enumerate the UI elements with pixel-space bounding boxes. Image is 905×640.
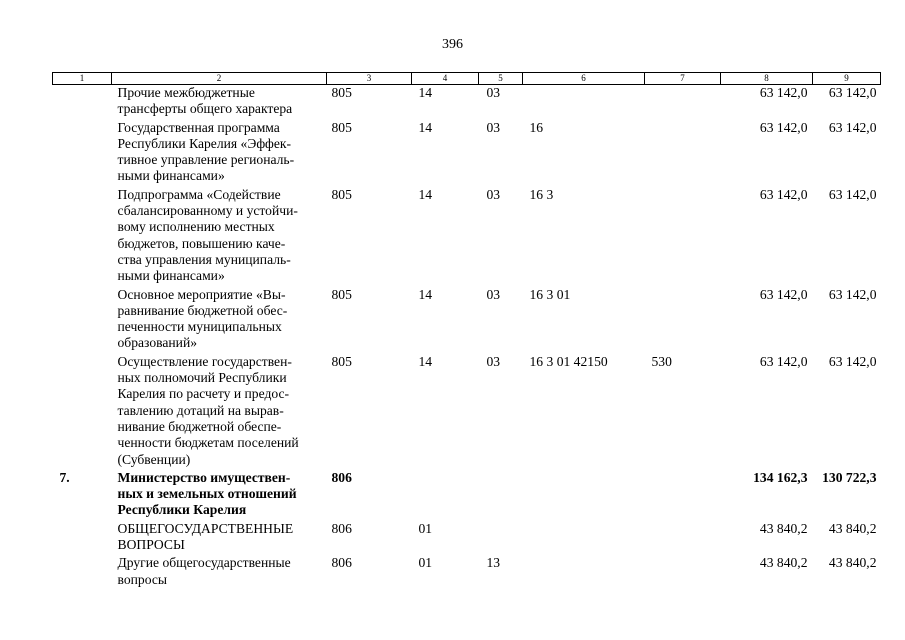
amount-year-2: 63 142,0: [828, 286, 877, 302]
target-article-code: [523, 470, 645, 521]
row-number: [53, 555, 112, 590]
item-name-line: тивное управление региональ-: [117, 152, 295, 168]
target-article-code: 16: [529, 119, 544, 135]
amount-year-1: 43 840,2: [759, 520, 808, 536]
subsection-code: 03: [486, 85, 501, 100]
column-header: 3: [327, 73, 412, 85]
section-code: 14: [418, 186, 433, 202]
section-code: [412, 470, 479, 521]
item-name-line: ОБЩЕГОСУДАРСТВЕННЫЕ: [117, 520, 294, 536]
item-name-line: ВОПРОСЫ: [117, 537, 185, 553]
target-article-code: 16 3 01: [529, 286, 571, 302]
amount-year-2: 63 142,0: [828, 186, 877, 202]
ministry-code: 805: [331, 119, 352, 135]
column-header: 6: [523, 73, 645, 85]
expense-type-code: [645, 287, 721, 354]
amount-year-1: 134 162,3: [753, 469, 808, 485]
row-number: [53, 187, 112, 287]
amount-year-2: 63 142,0: [828, 353, 877, 369]
item-name-line: нивание бюджетной обеспе-: [117, 418, 282, 434]
section-code: 01: [418, 520, 433, 536]
row-number: 7.: [59, 469, 70, 485]
expense-type-code: [645, 555, 721, 590]
ministry-code: 806: [331, 555, 352, 571]
row-number: [53, 120, 112, 187]
item-name-line: ства управления муниципаль-: [117, 251, 291, 267]
item-name-line: трансферты общего характера: [117, 101, 293, 117]
column-header: 7: [645, 73, 721, 85]
item-name: [112, 354, 327, 470]
target-article-code: [523, 85, 645, 120]
ministry-code: 805: [331, 186, 352, 202]
amount-year-2: 130 722,3: [822, 469, 877, 485]
subsection-code: [479, 470, 523, 521]
amount-year-1: 63 142,0: [759, 186, 808, 202]
table-row: [53, 354, 881, 470]
item-name: [112, 521, 327, 556]
amount-year-1: 63 142,0: [759, 85, 808, 100]
table-row: [53, 187, 881, 287]
table-body: [53, 85, 881, 590]
ministry-code: 805: [331, 85, 352, 100]
column-header: 8: [721, 73, 813, 85]
column-header: 5: [479, 73, 523, 85]
amount-year-2: 43 840,2: [828, 555, 877, 571]
subsection-code: 03: [486, 353, 501, 369]
row-number: [53, 354, 112, 470]
expense-type-code: 530: [651, 353, 672, 369]
item-name-line: (Субвенции): [117, 451, 191, 467]
amount-year-1: 63 142,0: [759, 286, 808, 302]
row-number: [53, 521, 112, 556]
item-name-line: печенности муниципальных: [117, 319, 282, 335]
expense-type-code: [645, 85, 721, 120]
item-name-line: Министерство имуществен-: [117, 469, 291, 485]
table-row: [53, 555, 881, 590]
expense-type-code: [645, 470, 721, 521]
table-row: [53, 470, 881, 521]
item-name-line: образований»: [117, 335, 198, 351]
section-code: 14: [418, 119, 433, 135]
item-name: [112, 555, 327, 590]
amount-year-1: 43 840,2: [759, 555, 808, 571]
item-name-line: равнивание бюджетной обес-: [117, 302, 288, 318]
section-code: 14: [418, 85, 433, 100]
item-name-line: Осуществление государствен-: [117, 353, 292, 369]
expense-type-code: [645, 521, 721, 556]
item-name-line: ных и земельных отношений: [117, 486, 297, 502]
item-name-line: Подпрограмма «Содействие: [117, 186, 281, 202]
subsection-code: 03: [486, 186, 501, 202]
target-article-code: 16 3 01 42150: [529, 353, 608, 369]
amount-year-2: 63 142,0: [828, 85, 877, 100]
section-code: 01: [418, 555, 433, 571]
item-name-line: Республики Карелия: [117, 502, 247, 518]
subsection-code: 03: [486, 286, 501, 302]
ministry-code: 805: [331, 353, 352, 369]
item-name-line: Карелия по расчету и предос-: [117, 386, 290, 402]
target-article-code: [523, 521, 645, 556]
table-row: [53, 120, 881, 187]
column-header: 4: [412, 73, 479, 85]
item-name-line: ченности бюджетам поселений: [117, 435, 299, 451]
column-header: 1: [53, 73, 112, 85]
budget-table: [52, 72, 881, 590]
ministry-code: 805: [331, 286, 352, 302]
item-name: [112, 120, 327, 187]
amount-year-2: 43 840,2: [828, 520, 877, 536]
item-name-line: ных полномочий Республики: [117, 370, 287, 386]
section-code: 14: [418, 353, 433, 369]
row-number: [53, 287, 112, 354]
table-row: [53, 85, 881, 120]
expense-type-code: [645, 187, 721, 287]
subsection-code: [479, 521, 523, 556]
ministry-code: 806: [331, 469, 352, 485]
column-header: 9: [813, 73, 881, 85]
amount-year-1: 63 142,0: [759, 353, 808, 369]
item-name-line: Другие общегосударственные: [117, 555, 291, 571]
subsection-code: 13: [486, 555, 501, 571]
item-name: [112, 187, 327, 287]
item-name-line: вому исполнению местных: [117, 219, 275, 235]
item-name-line: сбалансированному и устойчи-: [117, 203, 298, 219]
page-number: 396: [442, 37, 463, 52]
column-header: 2: [112, 73, 327, 85]
target-article-code: [523, 555, 645, 590]
item-name: [112, 287, 327, 354]
subsection-code: 03: [486, 119, 501, 135]
column-number-row: [53, 73, 881, 85]
amount-year-1: 63 142,0: [759, 119, 808, 135]
target-article-code: 16 3: [529, 186, 554, 202]
item-name: [112, 85, 327, 120]
item-name-line: ными финансами»: [117, 168, 225, 184]
item-name-line: Государственная программа: [117, 119, 280, 135]
item-name-line: Прочие межбюджетные: [117, 85, 255, 100]
item-name-line: ными финансами»: [117, 268, 225, 284]
item-name-line: Республики Карелия «Эффек-: [117, 135, 292, 151]
item-name-line: вопросы: [117, 571, 167, 587]
amount-year-2: 63 142,0: [828, 119, 877, 135]
ministry-code: 806: [331, 520, 352, 536]
expense-type-code: [645, 120, 721, 187]
item-name-line: Основное мероприятие «Вы-: [117, 286, 286, 302]
table-row: [53, 287, 881, 354]
item-name-line: тавлению дотаций на вырав-: [117, 402, 284, 418]
table-row: [53, 521, 881, 556]
item-name: [112, 470, 327, 521]
section-code: 14: [418, 286, 433, 302]
item-name-line: бюджетов, повышению каче-: [117, 235, 286, 251]
row-number: [53, 85, 112, 120]
